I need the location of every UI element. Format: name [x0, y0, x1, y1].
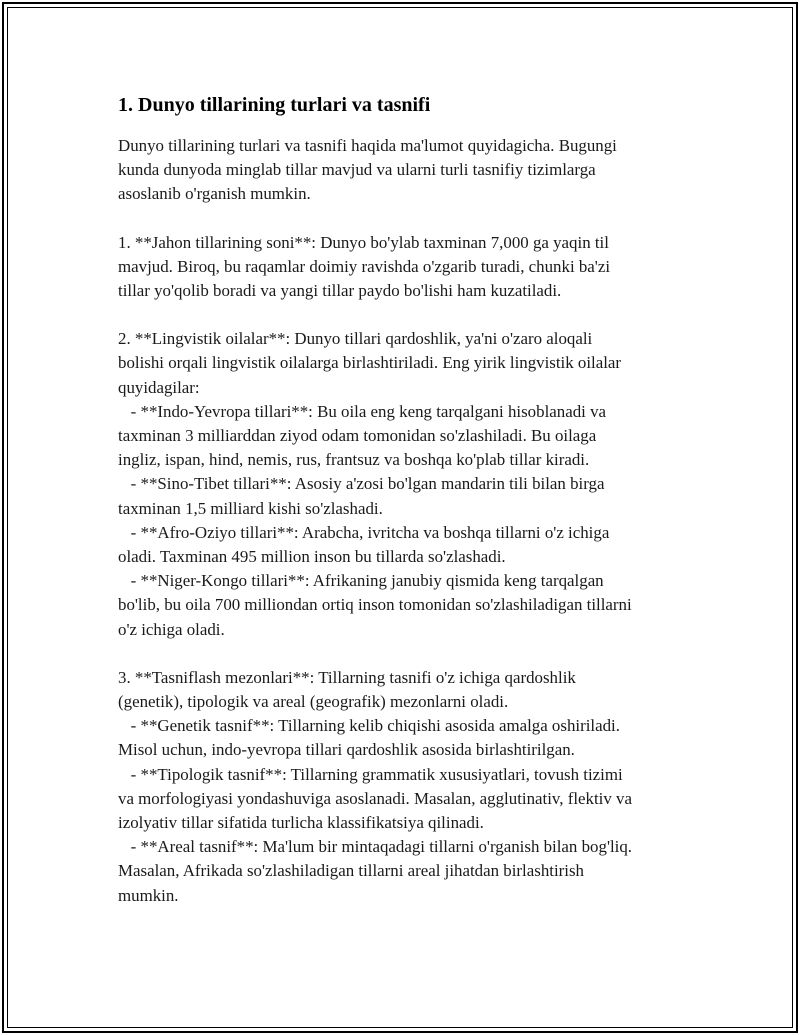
- text-line: o'z ichiga oladi.: [118, 619, 225, 639]
- text-line: 2. **Lingvistik oilalar**: Dunyo tillari qardoshlik, ya'ni o'zaro aloqali: [118, 329, 593, 349]
- text-line: asoslanib o'rganish mumkin.: [118, 184, 311, 204]
- text-line: - **Indo-Yevropa tillari**: Bu oila eng keng tarqalgani hisoblanadi va: [118, 401, 607, 421]
- text-line: bo'lib, bu oila 700 milliondan ortiq inson tomonidan so'zlashiladigan tillarni: [118, 595, 632, 615]
- text-line: kunda dunyoda minglab tillar mavjud va ularni turli tasnifiy tizimlarga: [118, 160, 596, 180]
- text-line: izolyativ tillar sifatida turlicha klassifikatsiya qilinadi.: [118, 813, 484, 833]
- document-content: [118, 92, 690, 908]
- language-families-paragraph: [118, 327, 690, 642]
- text-line: ingliz, ispan, hind, nemis, rus, frantsuz va boshqa ko'plab tillar kiradi.: [118, 450, 590, 470]
- text-line: - **Sino-Tibet tillari**: Asosiy a'zosi bo'lgan mandarin tili bilan birga: [118, 474, 605, 494]
- text-line: Misol uchun, indo-yevropa tillari qardoshlik asosida birlashtirilgan.: [118, 740, 575, 760]
- text-line: mumkin.: [118, 885, 179, 905]
- text-line: tillar yo'qolib boradi va yangi tillar paydo bo'lishi ham kuzatiladi.: [118, 281, 562, 301]
- text-line: va morfologiyasi yondashuviga asoslanadi. Masalan, agglutinativ, flektiv va: [118, 788, 632, 808]
- text-line: Masalan, Afrikada so'zlashiladigan tillarni areal jihatdan birlashtirish: [118, 861, 584, 881]
- text-line: - **Afro-Oziyo tillari**: Arabcha, ivritcha va boshqa tillarni o'z ichiga: [118, 522, 610, 542]
- text-line: taxminan 3 milliarddan ziyod odam tomonidan so'zlashiladi. Bu oilaga: [118, 426, 597, 446]
- section-heading: 1. Dunyo tillarining turlari va tasnifi: [118, 94, 431, 116]
- classification-criteria-paragraph: [118, 666, 690, 908]
- text-line: - **Tipologik tasnif**: Tillarning grammatik xususiyatlari, tovush tizimi: [118, 764, 623, 784]
- intro-paragraph: [118, 134, 690, 207]
- text-line: taxminan 1,5 milliard kishi so'zlashadi.: [118, 498, 383, 518]
- text-line: - **Niger-Kongo tillari**: Afrikaning janubiy qismida keng tarqalgan: [118, 571, 604, 591]
- text-line: mavjud. Biroq, bu raqamlar doimiy ravishda o'zgarib turadi, chunki ba'zi: [118, 256, 611, 276]
- text-line: Dunyo tillarining turlari va tasnifi haqida ma'lumot quyidagicha. Bugungi: [118, 136, 617, 155]
- language-count-paragraph: [118, 231, 690, 304]
- body-text: [118, 134, 690, 908]
- text-line: quyidagilar:: [118, 377, 200, 397]
- text-line: - **Genetik tasnif**: Tillarning kelib chiqishi asosida amalga oshiriladi.: [118, 716, 620, 736]
- text-line: oladi. Taxminan 495 million inson bu tillarda so'zlashadi.: [118, 547, 506, 567]
- text-line: 1. **Jahon tillarining soni**: Dunyo bo'ylab taxminan 7,000 ga yaqin til: [118, 232, 609, 252]
- text-line: bolishi orqali lingvistik oilalarga birlashtiriladi. Eng yirik lingvistik oilalar: [118, 353, 622, 373]
- text-line: (genetik), tipologik va areal (geografik) mezonlarni oladi.: [118, 692, 509, 712]
- text-line: 3. **Tasniflash mezonlari**: Tillarning tasnifi o'z ichiga qardoshlik: [118, 667, 576, 687]
- text-line: - **Areal tasnif**: Ma'lum bir mintaqadagi tillarni o'rganish bilan bog'liq.: [118, 837, 633, 857]
